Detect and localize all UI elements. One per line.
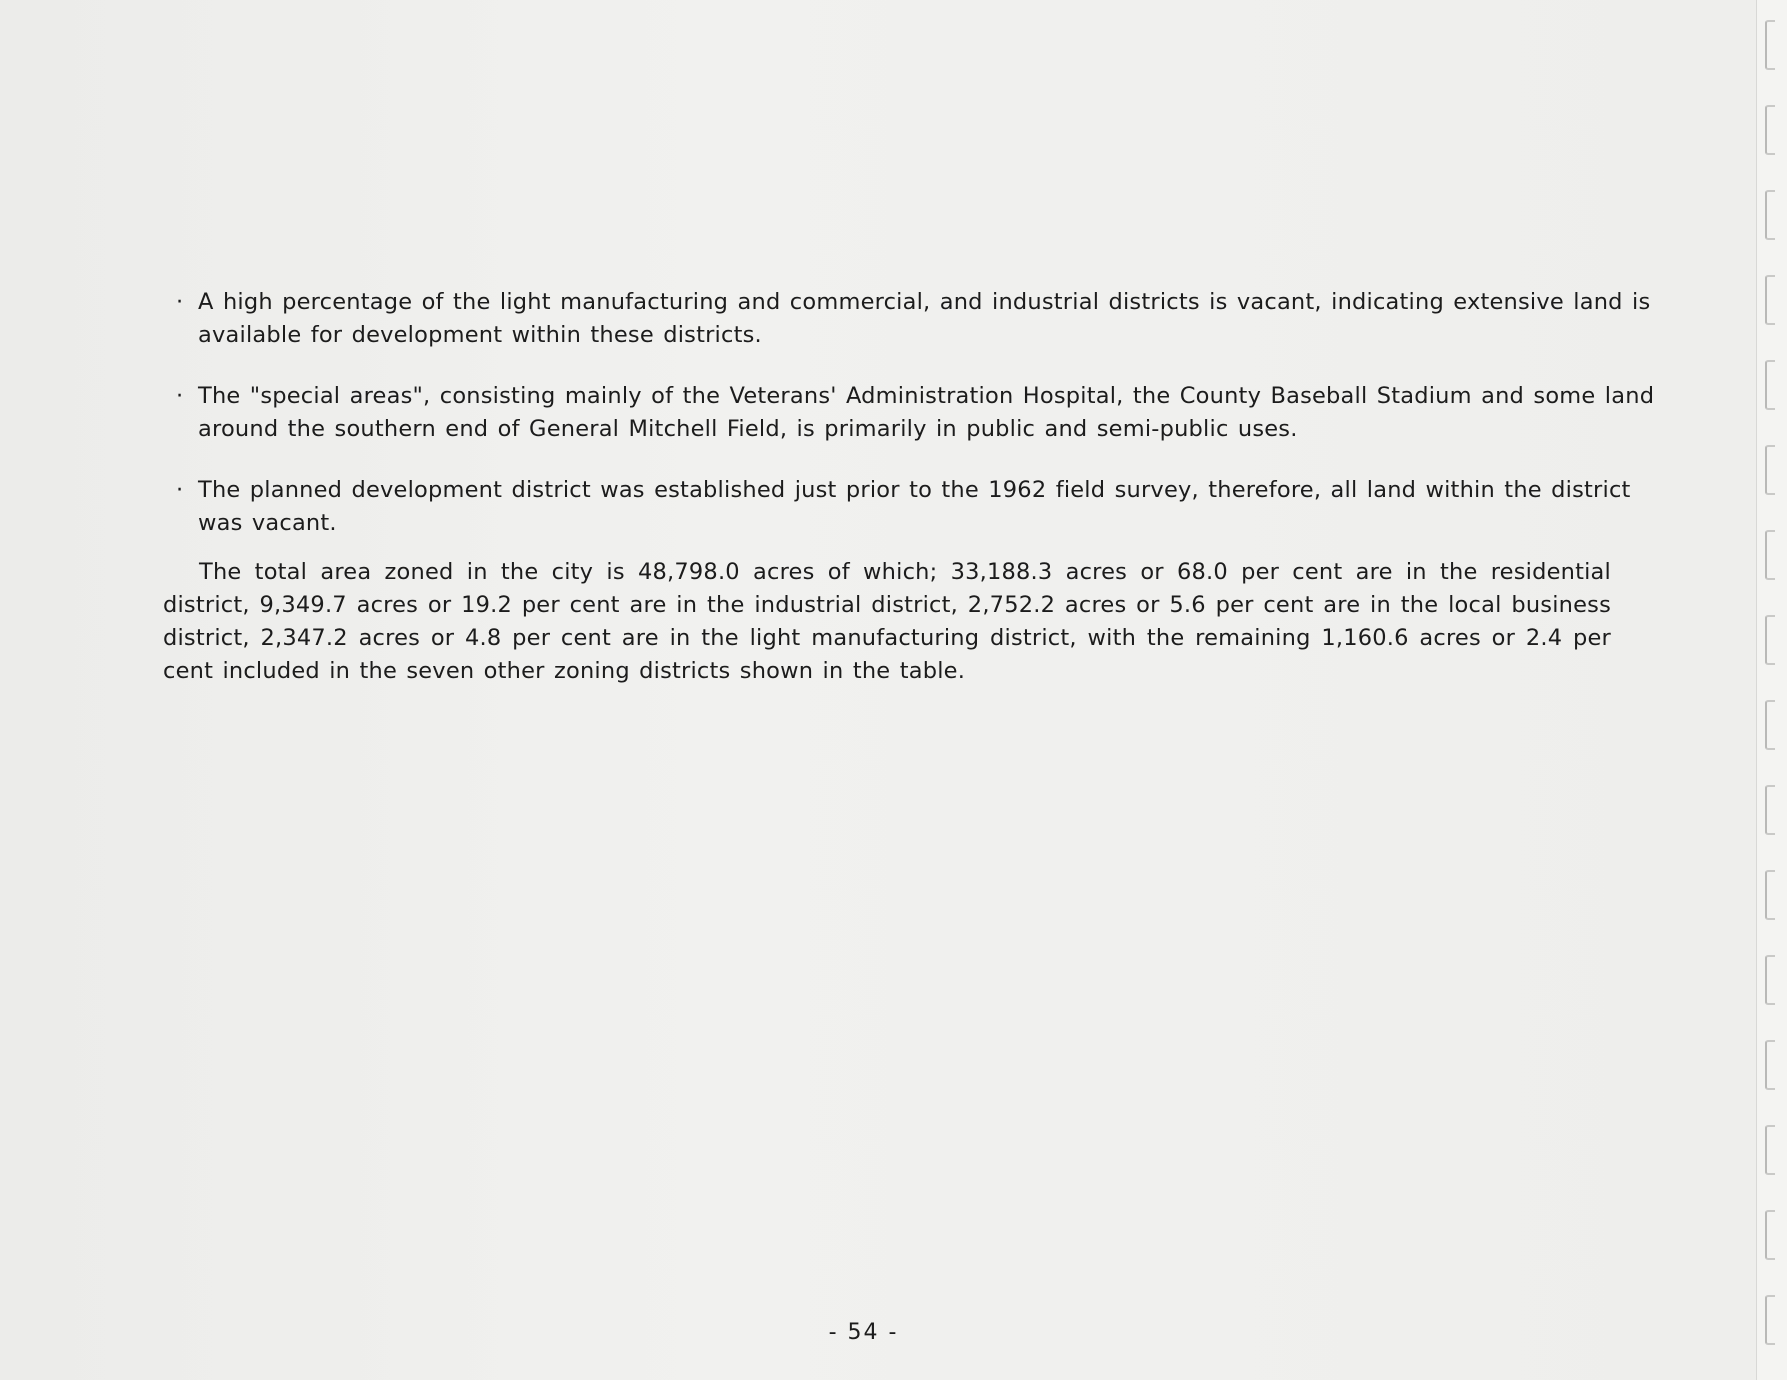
- bullet-text: A high percentage of the light manufacturing and commercial, and industrial districts is vacant, indicating extensive land is available for development within these districts.: [198, 289, 1651, 348]
- binder-hole: [1765, 1210, 1775, 1260]
- binder-hole: [1765, 615, 1775, 665]
- binder-hole: [1765, 190, 1775, 240]
- binder-hole: [1765, 445, 1775, 495]
- bullet-text: The "special areas", consisting mainly of the Veterans' Administration Hospital, the County Baseball Stadium and some land around the southern end of General Mitchell Field, is primarily in public and semi-public uses.: [198, 383, 1655, 442]
- binder-hole: [1765, 105, 1775, 155]
- bullet-item-special-areas: [176, 380, 1658, 446]
- page-number: - 54 -: [828, 1320, 899, 1345]
- binder-hole: [1765, 870, 1775, 920]
- binder-edge: [1756, 0, 1787, 1380]
- bullet-item-vacant-districts: [176, 286, 1658, 352]
- bullet-text: The planned development district was established just prior to the 1962 field survey, therefore, all land within the district was vacant.: [198, 477, 1631, 536]
- bullet-item-planned-development: [176, 474, 1658, 540]
- binder-hole: [1765, 275, 1775, 325]
- total-area-paragraph: The total area zoned in the city is 48,798.0 acres of which; 33,188.3 acres or 68.0 per cent are in the residential district, 9,349.7 acres or 19.2 per cent are in the industrial district, 2,752.2 acres or 5.6 per cent are in the local business district, 2,347.2 acres or 4.8 per cent are in the light manufacturing district, with the remaining 1,160.6 acres or 2.4 per cent included in the seven other zoning districts shown in the table.: [163, 559, 1611, 684]
- binder-hole: [1765, 360, 1775, 410]
- binder-hole: [1765, 20, 1775, 70]
- binder-hole: [1765, 530, 1775, 580]
- bullet-marker: ·: [176, 477, 184, 503]
- binder-hole: [1765, 1040, 1775, 1090]
- binder-hole: [1765, 1125, 1775, 1175]
- bullet-marker: ·: [176, 289, 184, 315]
- binder-hole: [1765, 955, 1775, 1005]
- binder-hole: [1765, 785, 1775, 835]
- bullet-marker: ·: [176, 383, 184, 409]
- binder-hole: [1765, 700, 1775, 750]
- binder-hole: [1765, 1295, 1775, 1345]
